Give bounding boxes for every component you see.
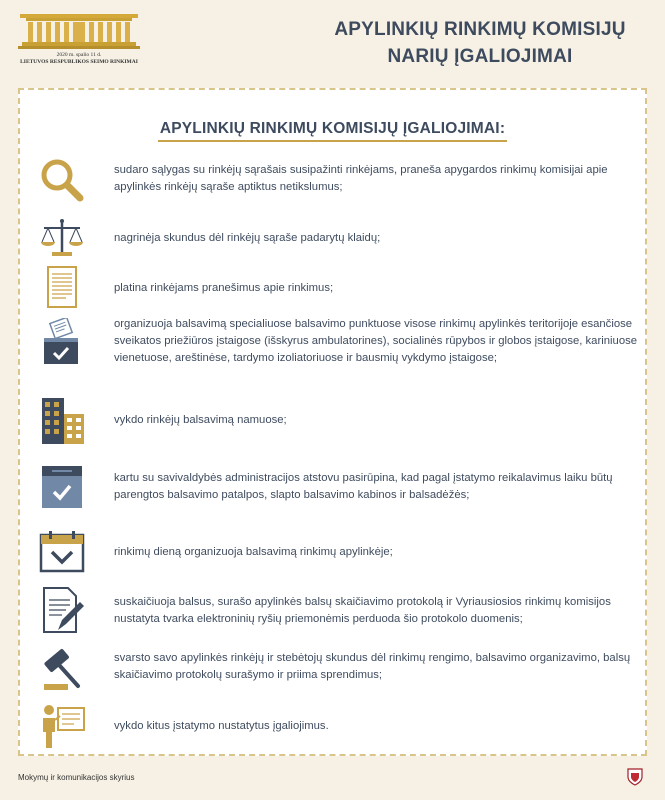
panel-title — [20, 120, 645, 142]
presenter-board-icon — [38, 702, 86, 750]
item-text: platina rinkėjams pranešimus apie rinkimus; — [114, 282, 334, 294]
calendar-icon — [38, 528, 86, 576]
powers-panel — [18, 88, 647, 756]
logo-text: LIETUVOS RESPUBLIKOS SEIMO RINKIMAI — [20, 59, 138, 65]
item-text: suskaičiuoja balsus, surašo apylinkės balsų skaičiavimo protokolą ir Vyriausiosios rinkimų komisijos nustatyta tvarka elektroninių ryšių priemonėmis perduoda šio protokolo duomenis; — [114, 596, 611, 625]
page-title — [300, 16, 660, 70]
item-text: sudaro sąlygas su rinkėjų sąrašais susipažinti rinkėjams, praneša apygardos rinkimų komisijai apie apylinkės rinkėjų sąraše aptiktus netikslumus; — [114, 164, 608, 193]
report-pen-icon — [38, 586, 86, 634]
item-text: organizuoja balsavimą specialiuose balsavimo punktuose visose rinkimų apylinkės teritorijoje esančiose sveikatos priežiūros įstaigose (išskyrus ambulatorines), socialinės rūpybos ir globos įstaigose, kariniuose vienetuose, areštinėse, tardymo izoliatoriuose ir bausmių vykdymo įstaigose; — [114, 318, 638, 364]
ballot-box-icon — [38, 318, 86, 366]
item-text: vykdo rinkėjų balsavimą namuose; — [114, 414, 287, 426]
page-title-line1: APYLINKIŲ RINKIMŲ KOMISIJŲ — [334, 19, 626, 40]
header — [0, 0, 665, 82]
item-text: vykdo kitus įstatymo nustatytus įgaliojimus. — [114, 720, 329, 732]
panel-title-text: APYLINKIŲ RINKIMŲ KOMISIJŲ ĮGALIOJIMAI: — [158, 120, 507, 142]
scales-icon — [38, 214, 86, 262]
logo-date: 2020 m. spalio 11 d. — [56, 52, 102, 58]
item-text: svarsto savo apylinkės rinkėjų ir stebėtojų skundus dėl rinkimų rengimo, balsavimo organizavimo, balsų skaičiavimo protokolų surašymo ir priima sprendimus; — [114, 652, 631, 681]
gavel-icon — [38, 646, 86, 694]
footer-text: Mokymų ir komunikacijos skyrius — [18, 773, 135, 782]
emblem-icon — [627, 768, 643, 786]
item-text: kartu su savivaldybės administracijos atstovu pasirūpina, kad pagal įstatymo reikalavimus laiku būtų parengtos balsavimo patalpos, slapto balsavimo kabinos ir balsadėžės; — [114, 472, 613, 501]
buildings-icon — [38, 396, 86, 444]
voting-booth-icon — [38, 462, 86, 510]
page-title-line2: NARIŲ ĮGALIOJIMAI — [387, 46, 573, 67]
document-icon — [38, 264, 86, 312]
seimas-building-icon — [18, 12, 140, 50]
magnifier-icon — [38, 156, 86, 204]
logo — [18, 12, 140, 66]
item-text: nagrinėja skundus dėl rinkėjų sąraše padarytų klaidų; — [114, 232, 381, 244]
item-text: rinkimų dieną organizuoja balsavimą rinkimų apylinkėje; — [114, 546, 393, 558]
